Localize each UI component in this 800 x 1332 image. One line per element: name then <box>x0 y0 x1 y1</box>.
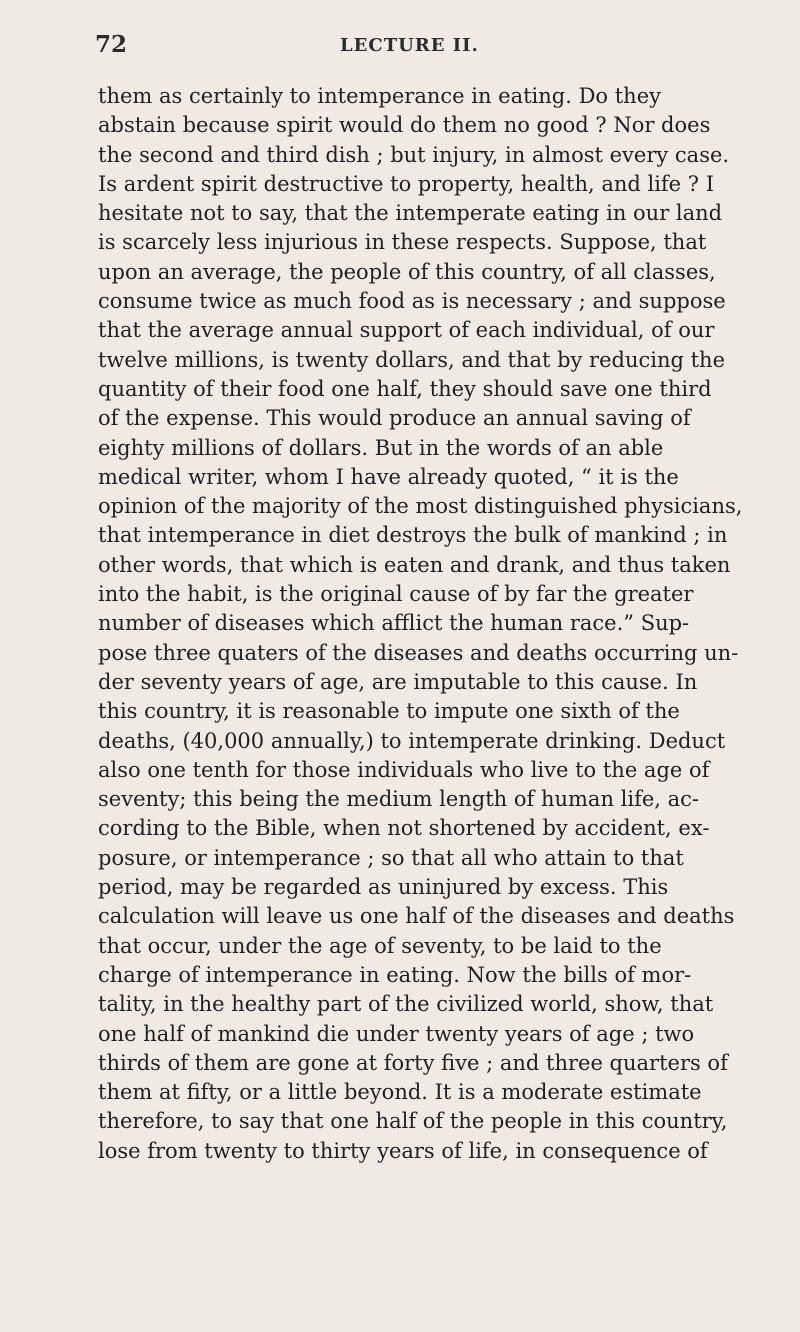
running-head: LECTURE II. <box>340 35 479 56</box>
body-text: them as certainly to intemperance in eating. Do they abstain because spirit would do them no good ? Nor does the second and third dish ; but injury, in almost every case. Is ardent spirit destructive to property, health, and life ? I hesitate not to say, that the intemperate eating in our land is scarcely less injurious in these respects. Suppose, that upon an average, the people of this country, of all classes, consume twice as much food as is necessary ; and suppose that the average annual support of each individual, of our twelve millions, is twenty dollars, and that by reducing the quantity of their food one half, they should save one third of the expense. This would produce an annual saving of eighty millions of dollars. But in the words of an able medical writer, whom I have already quoted, “ it is the opinion of the majority of the most distinguished physicians, that intemperance in diet destroys the bulk of mankind ; in other words, that which is eaten and drank, and thus taken into the habit, is the original cause of by far the greater number of diseases which afflict the human race.” Sup- pose three quaters of the diseases and deaths occurring un- der seventy years of age, are imputable to this cause. In this country, it is reasonable to impute one sixth of the deaths, (40,000 annually,) to intemperate drinking. Deduct also one tenth for those individuals who live to the age of seventy; this being the medium length of human life, ac- cording to the Bible, when not shortened by accident, ex- posure, or intemperance ; so that all who attain to that period, may be regarded as uninjured by excess. This calculation will leave us one half of the diseases and deaths that occur, under the age of seventy, to be laid to the charge of intemperance in eating. Now the bills of mor- tality, in the healthy part of the civilized world, show, that one half of mankind die under twenty years of age ; two thirds of them are gone at forty five ; and three quarters of them at fifty, or a little beyond. It is a moderate estimate therefore, to say that one half of the people in this country, lose from twenty to thirty years of life, in consequence of <box>98 84 743 1163</box>
page-number: 72 <box>95 31 128 58</box>
page-header <box>95 30 735 60</box>
